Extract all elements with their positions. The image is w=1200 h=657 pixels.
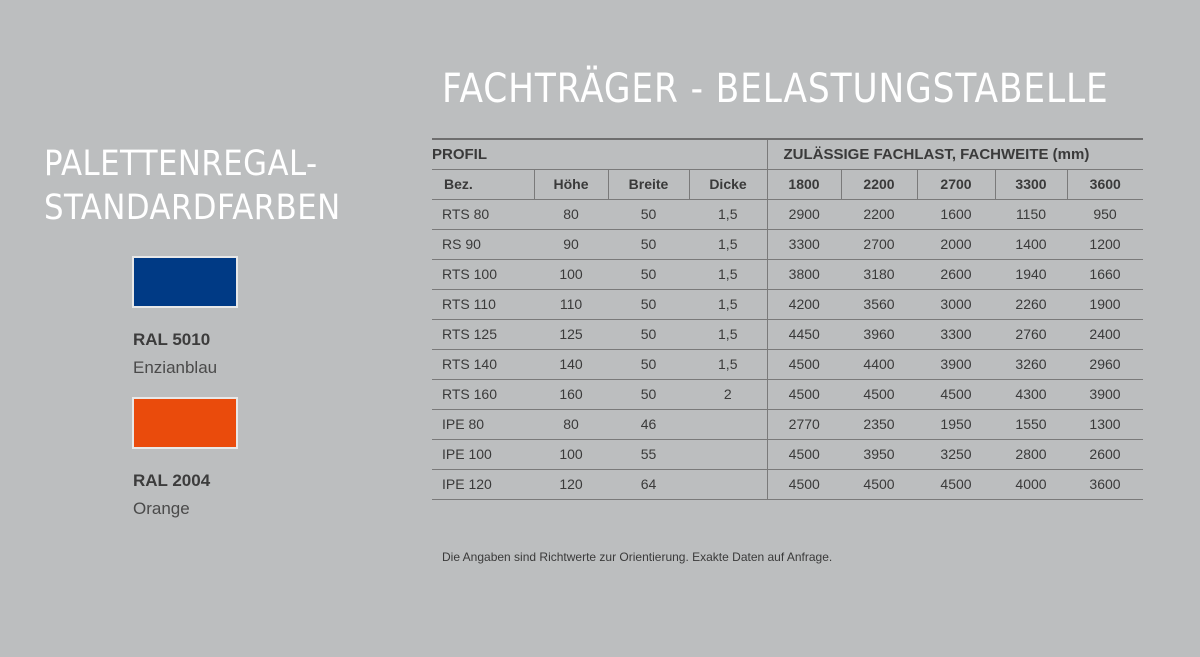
table-cell: 2760 [995,319,1067,349]
group-header-profile: PROFIL [432,139,767,169]
table-cell: 1150 [995,199,1067,229]
table-cell: 1200 [1067,229,1143,259]
table-cell: 2700 [841,229,917,259]
table-cell [689,469,767,499]
table-cell: 4500 [917,379,995,409]
table-cell: 2600 [917,259,995,289]
table-cell: 1950 [917,409,995,439]
table-cell: 120 [534,469,608,499]
table-row [432,229,1143,259]
table-cell: 1,5 [689,229,767,259]
table-cell: 2960 [1067,349,1143,379]
table-cell: 3560 [841,289,917,319]
table-row [432,439,1143,469]
table-cell: RTS 160 [432,379,534,409]
table-cell [689,439,767,469]
table-cell: 3960 [841,319,917,349]
table-cell: 4200 [767,289,841,319]
table-cell: 1,5 [689,349,767,379]
table-cell: 3300 [767,229,841,259]
standard-colors-title-line1: PALETTENREGAL- [44,144,318,184]
column-header-row [432,169,1143,199]
column-header: 1800 [767,169,841,199]
column-header: Bez. [432,169,534,199]
table-cell: 1,5 [689,289,767,319]
table-cell: 3300 [917,319,995,349]
table-cell: 1940 [995,259,1067,289]
table-cell: IPE 80 [432,409,534,439]
table-cell: RTS 125 [432,319,534,349]
table-cell: 4500 [917,469,995,499]
table-row [432,289,1143,319]
table-row [432,199,1143,229]
table-cell: 4500 [767,469,841,499]
table-cell: 2200 [841,199,917,229]
group-header-load: ZULÄSSIGE FACHLAST, FACHWEITE (mm) [767,139,1143,169]
table-cell: 3000 [917,289,995,319]
ral-name-5010: Enzianblau [133,358,218,377]
ral-code-2004: RAL 2004 [133,471,211,490]
table-cell: 3180 [841,259,917,289]
table-cell: 55 [608,439,689,469]
table-cell: 80 [534,199,608,229]
table-cell: RTS 110 [432,289,534,319]
table-cell: 950 [1067,199,1143,229]
table-cell: 3250 [917,439,995,469]
table-cell: 50 [608,319,689,349]
table-cell: 3260 [995,349,1067,379]
table-cell: 2 [689,379,767,409]
standard-colors-title-line2: STANDARDFARBEN [44,188,341,228]
footnote: Die Angaben sind Richtwerte zur Orientierung. Exakte Daten auf Anfrage. [442,550,833,564]
table-cell: 160 [534,379,608,409]
column-header: Breite [608,169,689,199]
table-cell: 50 [608,199,689,229]
table-cell: 2350 [841,409,917,439]
table-cell: 3800 [767,259,841,289]
table-cell: 2770 [767,409,841,439]
table-cell: 140 [534,349,608,379]
ral-code-5010: RAL 5010 [133,330,211,349]
table-row [432,469,1143,499]
table-cell: 4000 [995,469,1067,499]
table-cell: 50 [608,229,689,259]
table-cell: 110 [534,289,608,319]
table-cell: IPE 120 [432,469,534,499]
table-body [432,199,1143,499]
table-cell: 1300 [1067,409,1143,439]
table-cell: 4450 [767,319,841,349]
table-cell: 4500 [841,469,917,499]
table-cell: 1550 [995,409,1067,439]
table-cell: 1,5 [689,199,767,229]
table-cell: 3900 [1067,379,1143,409]
table-cell: RS 90 [432,229,534,259]
table-cell: 1,5 [689,259,767,289]
table-cell: 2400 [1067,319,1143,349]
table-cell: 4500 [767,379,841,409]
column-header: 2200 [841,169,917,199]
table-cell: 2000 [917,229,995,259]
load-table [432,138,1143,500]
table-row [432,409,1143,439]
table-cell: 2800 [995,439,1067,469]
table-cell: 4500 [767,439,841,469]
standard-colors-title [44,142,341,230]
table-cell: 4500 [841,379,917,409]
table-cell: 50 [608,259,689,289]
color-swatch-ral-5010 [132,256,238,308]
table-cell: 50 [608,379,689,409]
table-cell: 1600 [917,199,995,229]
table-row [432,319,1143,349]
table-cell: 1,5 [689,319,767,349]
table-cell: IPE 100 [432,439,534,469]
table-cell: 1900 [1067,289,1143,319]
table-cell: 4500 [767,349,841,379]
table-row [432,349,1143,379]
load-table-title: FACHTRÄGER - BELASTUNGSTABELLE [442,66,1109,112]
table-cell: 100 [534,259,608,289]
table-cell: 125 [534,319,608,349]
table-cell [689,409,767,439]
table-cell: RTS 80 [432,199,534,229]
color-swatch-ral-2004 [132,397,238,449]
table-row [432,379,1143,409]
table-cell: 2900 [767,199,841,229]
column-header: Dicke [689,169,767,199]
table-cell: 80 [534,409,608,439]
table-cell: 1400 [995,229,1067,259]
column-header: Höhe [534,169,608,199]
column-header: 2700 [917,169,995,199]
table-cell: 90 [534,229,608,259]
table-cell: 50 [608,289,689,319]
table-cell: 46 [608,409,689,439]
table-cell: 1660 [1067,259,1143,289]
table-cell: 100 [534,439,608,469]
column-header: 3600 [1067,169,1143,199]
table-cell: 4400 [841,349,917,379]
table-cell: 3950 [841,439,917,469]
table-cell: 64 [608,469,689,499]
ral-name-2004: Orange [133,499,190,518]
table-cell: 50 [608,349,689,379]
table-cell: 3900 [917,349,995,379]
table-cell: 3600 [1067,469,1143,499]
column-header: 3300 [995,169,1067,199]
table-cell: 4300 [995,379,1067,409]
table-row [432,259,1143,289]
table-cell: RTS 140 [432,349,534,379]
table-cell: RTS 100 [432,259,534,289]
table-cell: 2600 [1067,439,1143,469]
table-cell: 2260 [995,289,1067,319]
